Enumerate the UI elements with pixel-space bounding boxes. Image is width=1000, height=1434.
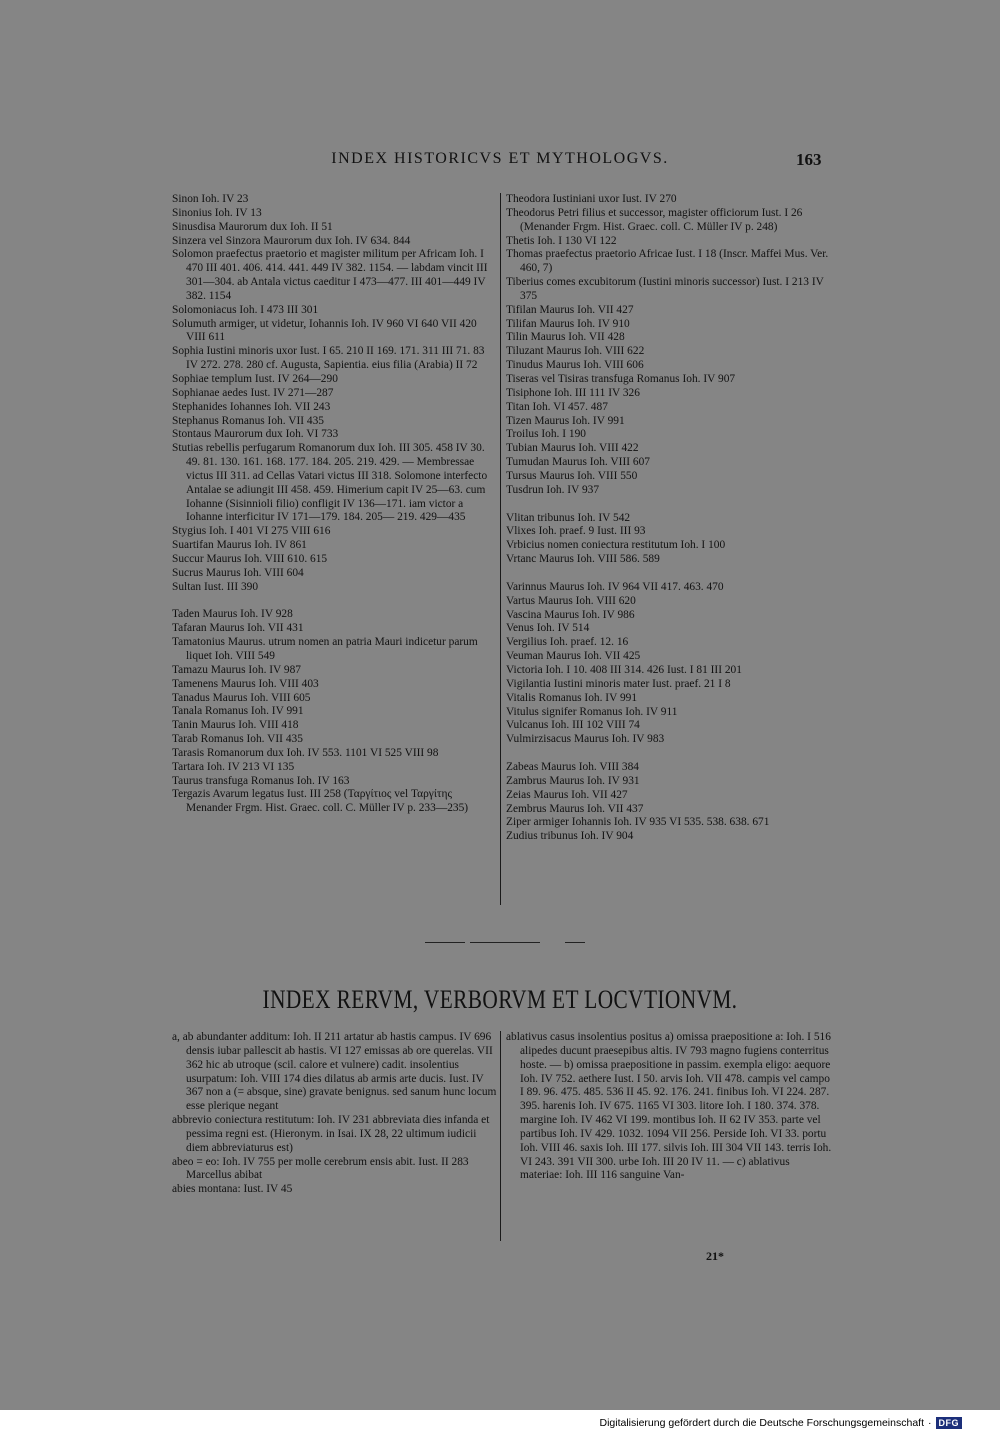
separator-rule bbox=[425, 942, 465, 943]
index-entry: Tilifan Maurus Ioh. IV 910 bbox=[506, 317, 630, 330]
index-entry: Suartifan Maurus Ioh. IV 861 bbox=[172, 539, 307, 552]
index-entry: Vitulus signifer Romanus Ioh. IV 911 bbox=[506, 705, 678, 718]
column-divider bbox=[500, 1031, 501, 1241]
index-entry: Sinon Ioh. IV 23 bbox=[172, 193, 249, 205]
index-entry: Vlixes Ioh. praef. 9 Iust. III 93 bbox=[506, 525, 646, 538]
index-entry: Venus Ioh. IV 514 bbox=[506, 622, 590, 635]
index-entry: a, ab abundanter additum: Ioh. II 211 artatur ab hastis campus. IV 696 densis iubar pallescit ab hastis. VI 127 emissas ab ore querelas. VII 362 hic ab utroque (scil. calore et vulnere) cadit. insolentius usurpatum: Ioh. VIII 174 dies dilatus ab armis arte ducis. Iust. IV 367 non a (= absque, sine) gravate benignus. sed sanum hunc locum esse plerique negant bbox=[172, 1031, 497, 1113]
index-entry: Succur Maurus Ioh. VIII 610. 615 bbox=[172, 552, 328, 565]
index-entry: Vlitan tribunus Ioh. IV 542 bbox=[506, 511, 631, 524]
index-entry: Stygius Ioh. I 401 VI 275 VIII 616 bbox=[172, 525, 331, 538]
page-number: 163 bbox=[796, 150, 822, 169]
index-entry: Thetis Ioh. I 130 VI 122 bbox=[506, 234, 617, 247]
entry-gap bbox=[506, 567, 830, 581]
index-entry: Tamatonius Maurus. utrum nomen an patria Mauri indicetur parum liquet Ioh. VIII 549 bbox=[172, 636, 478, 662]
index-entry: Sinonius Ioh. IV 13 bbox=[172, 206, 262, 219]
index-entry: abbrevio coniectura restitutum: Ioh. IV 231 abbreviata dies infanda et pessima regni est. (Hieronym. in Isai. IX 28, 22 ultimum iudicii diem abbreviaturus est) bbox=[172, 1114, 490, 1154]
footer bbox=[599, 1417, 962, 1429]
index-entry: Sophianae aedes Iust. IV 271—287 bbox=[172, 386, 334, 399]
index-entry: Zabeas Maurus Ioh. VIII 384 bbox=[506, 761, 639, 774]
index-entry: Vrtanc Maurus Ioh. VIII 586. 589 bbox=[506, 553, 660, 566]
index-entry: Tifilan Maurus Ioh. VII 427 bbox=[506, 303, 634, 316]
index-entry: ablativus casus insolentius positus a) omissa praepositione a: Ioh. I 516 alipedes ducunt praesepibus altis. IV 793 magno fugiens conterritus hoste. — b) omissa praepositione in passim. exempla eligo: aequore Ioh. IV 752. aethere Iust. I 50. arvis Ioh. VII 478. campis vel campo I 89. 96. 475. 485. 536 II 45. 92. 176. 241. finibus Ioh. VI 224. 287. 395. harenis Ioh. IV 675. 1165 VI 303. litore Ioh. I 180. 374. 378. margine Ioh. IV 462 VI 199. montibus Ioh. II 62 IV 353. parte vel partibus Ioh. IV 429. 1032. 1094 VII 256. Perside Ioh. VI 33. portu Ioh. VIII 46. saxis Ioh. III 177. silvis Ioh. III 304 VII 143. terris Ioh. VI 243. 391 VII 300. urbe Ioh. III 20 IV 11. — c) ablativus materiae: Ioh. III 116 sanguine Van- bbox=[506, 1031, 832, 1182]
index-entry: Tarasis Romanorum dux Ioh. IV 553. 1101 VI 525 VIII 98 bbox=[172, 746, 439, 759]
running-title: INDEX HISTORICVS ET MYTHOLOGVS. bbox=[331, 150, 669, 167]
index-entry: Sophia Iustini minoris uxor Iust. I 65. 210 II 169. 171. 311 III 71. 83 IV 272. 278. 280 cf. Augusta, Sapientia. eius filia (Arabia) II 72 bbox=[172, 345, 485, 372]
footer-text: Digitalisierung gefördert durch die Deutsche Forschungsgemeinschaft bbox=[599, 1417, 924, 1429]
index-column-lower-right bbox=[506, 1031, 832, 1183]
index-entry: Zembrus Maurus Ioh. VII 437 bbox=[506, 802, 644, 815]
index-entry: Tinudus Maurus Ioh. VIII 606 bbox=[506, 359, 644, 372]
index-entry: Vergilius Ioh. praef. 12. 16 bbox=[506, 636, 629, 649]
index-entry: Tisiphone Ioh. III 111 IV 326 bbox=[506, 386, 640, 399]
signature-mark: 21* bbox=[706, 1249, 724, 1263]
index-entry: Taden Maurus Ioh. IV 928 bbox=[172, 608, 293, 621]
index-entry: Sinzera vel Sinzora Maurorum dux Ioh. IV 634. 844 bbox=[172, 234, 411, 247]
index-entry: Tizen Maurus Ioh. IV 991 bbox=[506, 414, 625, 427]
index-entry: Veuman Maurus Ioh. VII 425 bbox=[506, 650, 641, 663]
index-entry: Ziper armiger Iohannis Ioh. IV 935 VI 535. 538. 638. 671 bbox=[506, 816, 770, 829]
index-entry: Stephanus Romanus Ioh. VII 435 bbox=[172, 414, 324, 427]
index-entry: Taurus transfuga Romanus Ioh. IV 163 bbox=[172, 774, 350, 787]
index-entry: Tiseras vel Tisiras transfuga Romanus Ioh. IV 907 bbox=[506, 372, 736, 385]
index-entry: Solumuth armiger, ut videtur, Iohannis Ioh. IV 960 VI 640 VII 420 VIII 611 bbox=[172, 317, 477, 344]
column-divider bbox=[500, 193, 501, 905]
index-entry: Stutias rebellis perfugarum Romanorum dux Ioh. III 305. 458 IV 30. 49. 81. 130. 161. 168. 177. 184. 205. 219. 429. — Membressae victus III 311. ad Cellas Vatari victus III 318. Solomone interfecto Antalae se adiungit III 458. 459. Himerium capit IV 25—63. cum Iohanne (Sisinnioli filio) confligit IV 136—171. iam victor a Iohanne interficitur IV 171—179. 184. 205— 219. 429—435 bbox=[172, 442, 488, 524]
index-entry: Tartara Ioh. IV 213 VI 135 bbox=[172, 760, 295, 773]
index-entry: Vrbicius nomen coniectura restitutum Ioh. I 100 bbox=[506, 539, 726, 552]
index-entry: Theodora Iustiniani uxor Iust. IV 270 bbox=[506, 193, 677, 205]
index-entry: Solomoniacus Ioh. I 473 III 301 bbox=[172, 303, 319, 316]
index-entry: Vigilantia Iustini minoris mater Iust. praef. 21 I 8 bbox=[506, 677, 731, 690]
index-entry: Victoria Ioh. I 10. 408 III 314. 426 Iust. I 81 III 201 bbox=[506, 664, 742, 676]
footer-separator: · bbox=[928, 1417, 932, 1429]
index-entry: Zudius tribunus Ioh. IV 904 bbox=[506, 830, 634, 843]
index-entry: Tanala Romanus Ioh. IV 991 bbox=[172, 705, 304, 718]
entry-gap bbox=[506, 747, 830, 761]
index-column-lower-left bbox=[172, 1031, 498, 1197]
index-entry: Tanadus Maurus Ioh. VIII 605 bbox=[172, 691, 311, 704]
index-entry: Tarab Romanus Ioh. VII 435 bbox=[172, 733, 303, 746]
index-entry: Theodorus Petri filius et successor, magister officiorum Iust. I 26 (Menander Frgm. Hist. Graec. coll. C. Müller IV p. 248) bbox=[506, 206, 803, 233]
index-entry: Zeias Maurus Ioh. VII 427 bbox=[506, 788, 628, 801]
index-entry: Tiberius comes excubitorum (Iustini minoris successor) Iust. I 213 IV 375 bbox=[506, 276, 824, 302]
index-column-upper-right bbox=[506, 193, 830, 844]
index-entry: Stontaus Maurorum dux Ioh. VI 733 bbox=[172, 428, 339, 441]
index-entry: Solomon praefectus praetorio et magister militum per Africam Ioh. I 470 III 401. 406. 414. 441. 449 IV 382. 1154. — labdam vincit III 301—304. ab Antala victus caeditur I 473—477. III 401—449 IV 382. 1154 bbox=[172, 248, 488, 302]
index-entry: Zambrus Maurus Ioh. IV 931 bbox=[506, 774, 640, 787]
index-entry: Vartus Maurus Ioh. VIII 620 bbox=[506, 594, 636, 607]
section-title: INDEX RERVM, VERBORVM ET LOCVTIONVM. bbox=[262, 985, 738, 1014]
index-entry: Vitalis Romanus Ioh. IV 991 bbox=[506, 691, 638, 704]
index-entry: Tamazu Maurus Ioh. IV 987 bbox=[172, 663, 302, 676]
index-entry: Tubian Maurus Ioh. VIII 422 bbox=[506, 442, 639, 455]
index-entry: Tanin Maurus Ioh. VIII 418 bbox=[172, 719, 299, 732]
index-entry: Tergazis Avarum legatus Iust. III 258 (Ταργίτιος vel Ταργίτης Menander Frgm. Hist. Graec. coll. C. Müller IV p. 233—235) bbox=[172, 788, 469, 815]
index-entry: Sultan Iust. III 390 bbox=[172, 580, 259, 593]
index-entry: Tusdrun Ioh. IV 937 bbox=[506, 483, 600, 496]
separator-rule bbox=[565, 942, 585, 943]
index-entry: abeo = eo: Ioh. IV 755 per molle cerebrum ensis abit. Iust. II 283 Marcellus abibat bbox=[172, 1155, 469, 1182]
index-entry: Tilin Maurus Ioh. VII 428 bbox=[506, 331, 625, 344]
index-entry: Tumudan Maurus Ioh. VIII 607 bbox=[506, 456, 650, 469]
index-entry: Stephanides Iohannes Ioh. VII 243 bbox=[172, 400, 331, 413]
index-entry: Sucrus Maurus Ioh. VIII 604 bbox=[172, 566, 304, 579]
index-entry: Tursus Maurus Ioh. VIII 550 bbox=[506, 469, 638, 482]
separator-rule bbox=[470, 942, 540, 943]
index-entry: Vascina Maurus Ioh. IV 986 bbox=[506, 608, 635, 621]
entry-gap bbox=[172, 594, 496, 608]
dfg-logo: DFG bbox=[936, 1417, 963, 1429]
index-entry: Troilus Ioh. I 190 bbox=[506, 428, 586, 441]
index-entry: Titan Ioh. VI 457. 487 bbox=[506, 400, 608, 413]
index-entry: Vulmirzisacus Maurus Ioh. IV 983 bbox=[506, 733, 665, 746]
index-entry: Vulcanus Ioh. III 102 VIII 74 bbox=[506, 719, 640, 732]
index-entry: Sinusdisa Maurorum dux Ioh. II 51 bbox=[172, 220, 333, 233]
index-entry: Tamenens Maurus Ioh. VIII 403 bbox=[172, 677, 319, 690]
entry-gap bbox=[506, 498, 830, 512]
index-entry: Tafaran Maurus Ioh. VII 431 bbox=[172, 622, 304, 635]
index-entry: abies montana: Iust. IV 45 bbox=[172, 1183, 293, 1196]
index-entry: Tiluzant Maurus Ioh. VIII 622 bbox=[506, 345, 645, 358]
index-entry: Sophiae templum Iust. IV 264—290 bbox=[172, 372, 338, 385]
index-column-upper-left bbox=[172, 193, 496, 816]
index-entry: Varinnus Maurus Ioh. IV 964 VII 417. 463. 470 bbox=[506, 580, 724, 593]
index-entry: Thomas praefectus praetorio Africae Iust. I 18 (Inscr. Maffei Mus. Ver. 460, 7) bbox=[506, 248, 829, 275]
